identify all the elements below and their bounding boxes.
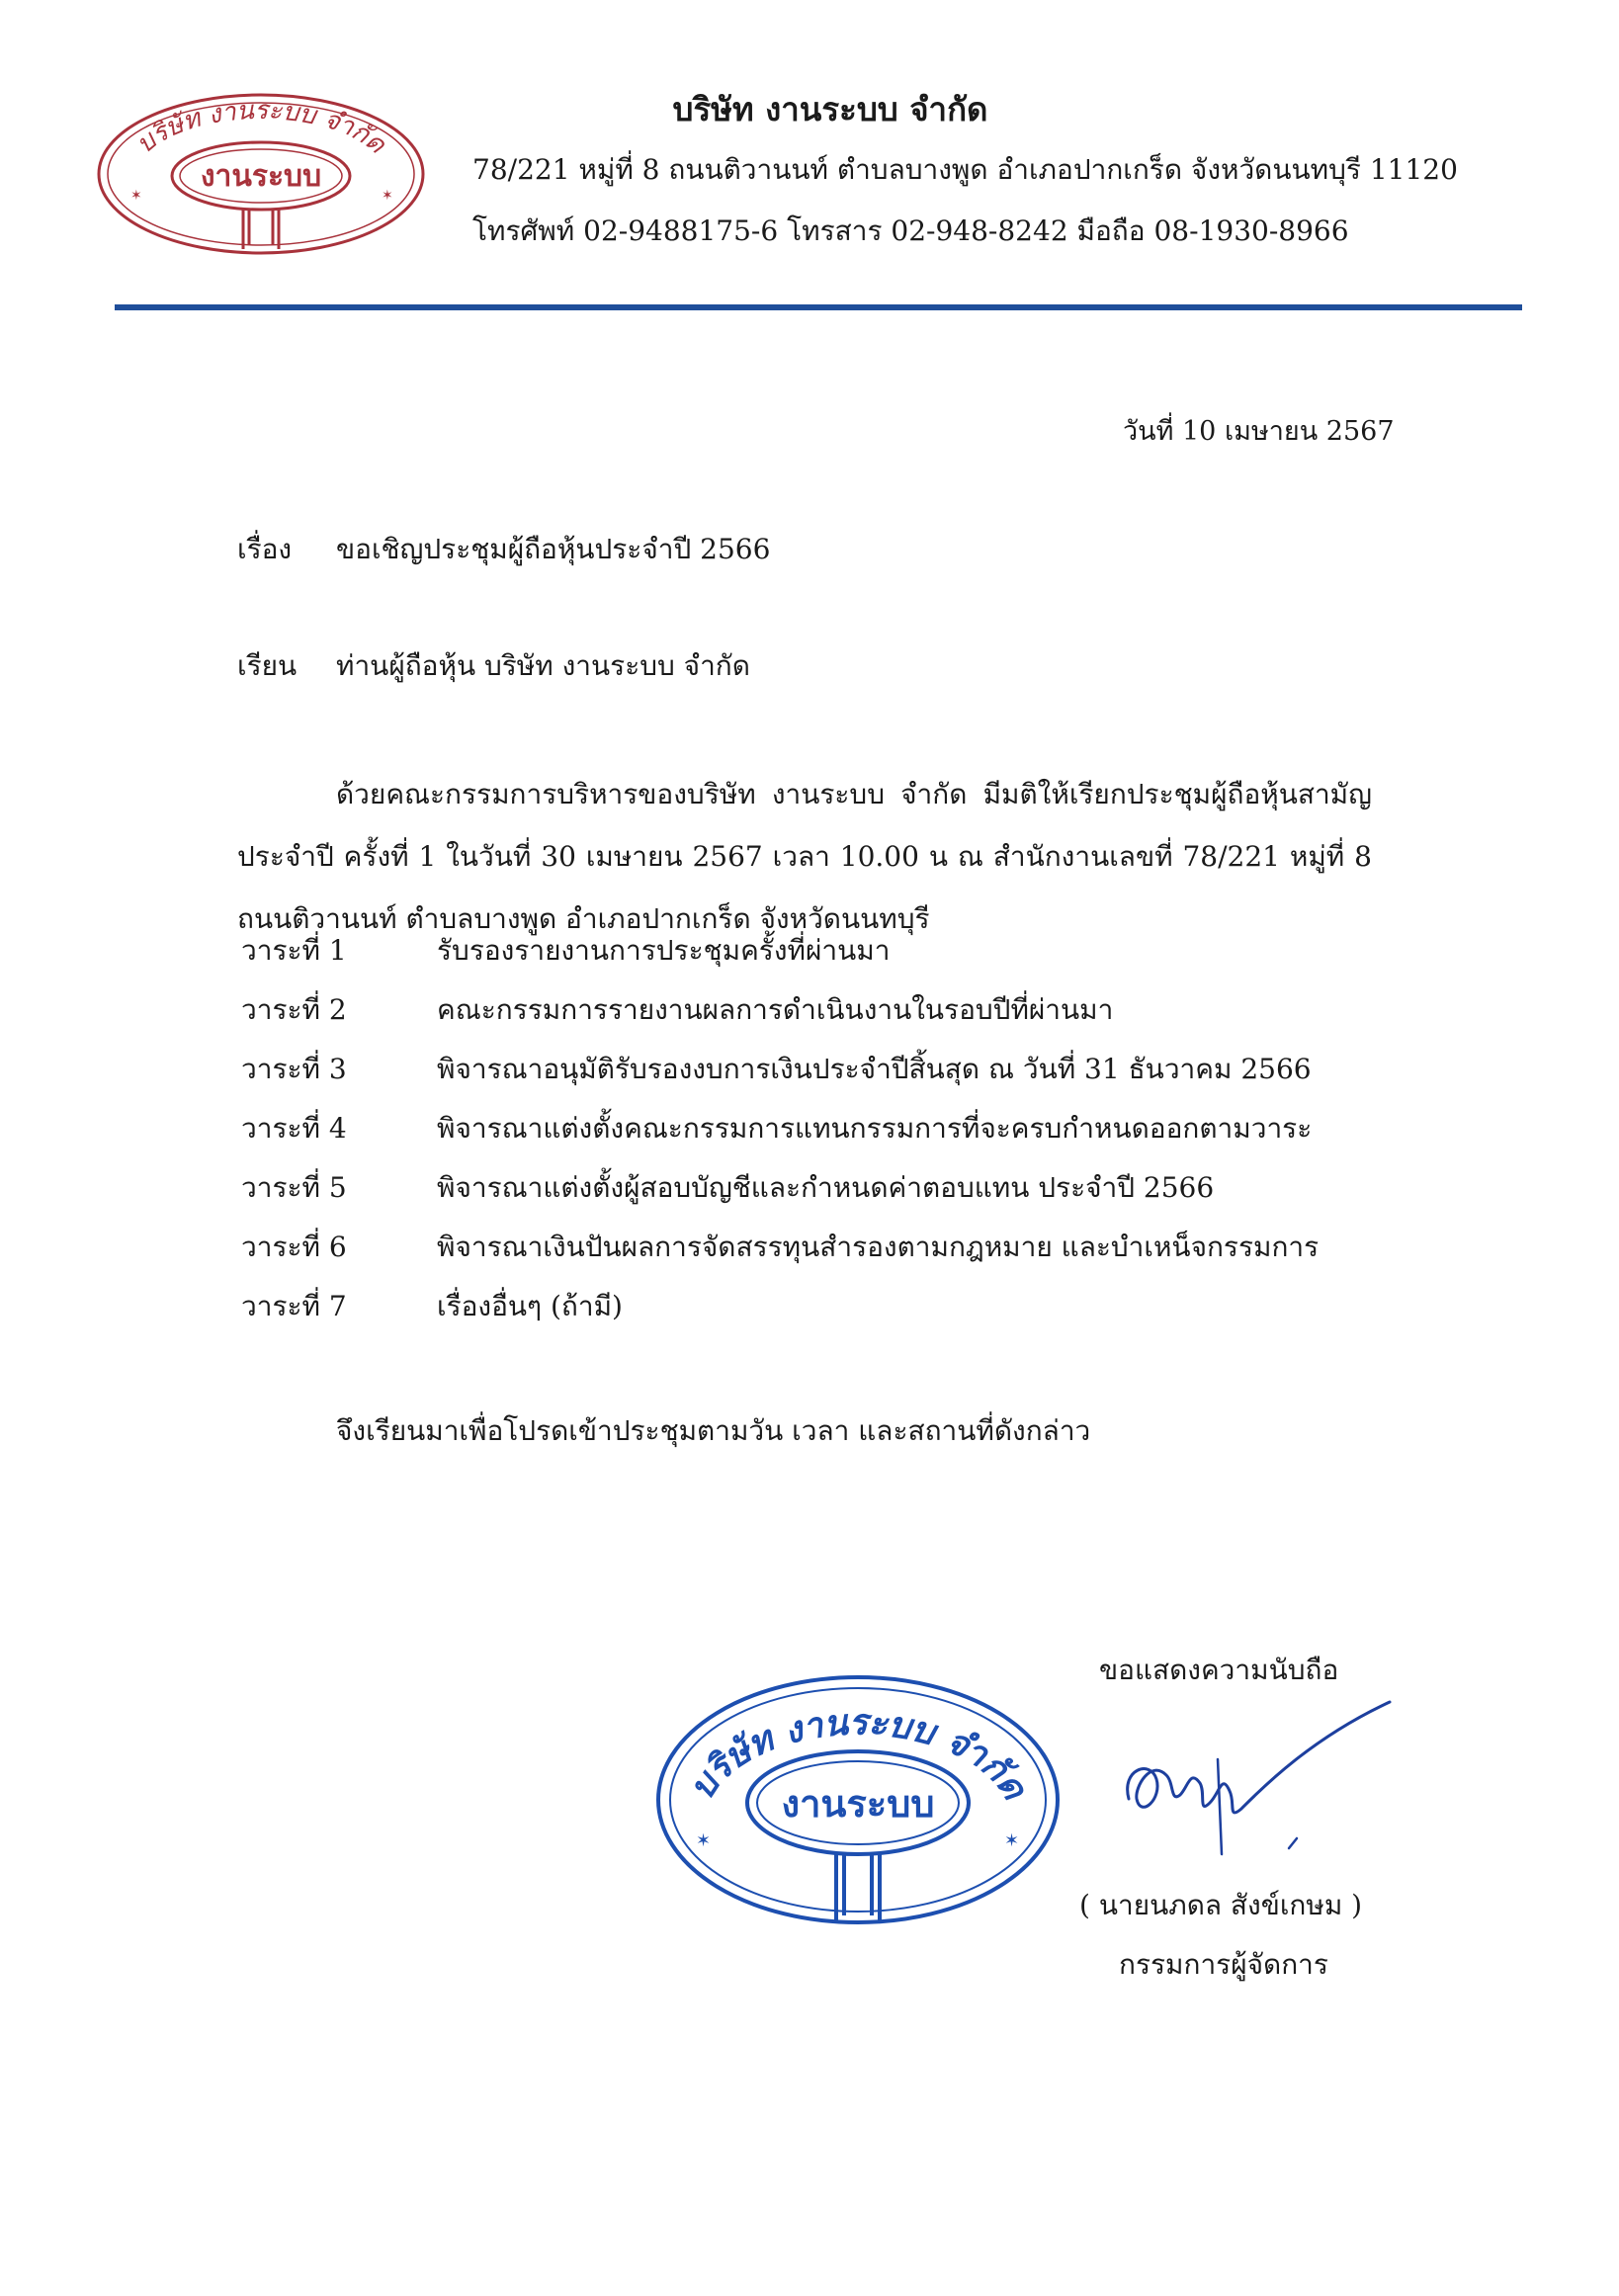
logo-ring-text: บริษัท งานระบบ จำกัด [130, 95, 391, 160]
agenda-item [241, 929, 1319, 988]
agenda-item [241, 1048, 1319, 1107]
header-divider [115, 304, 1522, 310]
agenda-number: วาระที่ 3 [241, 1053, 347, 1085]
agenda-description: เรื่องอื่นๆ (ถ้ามี) [437, 1290, 623, 1322]
company-contact: โทรศัพท์ 02-9488175-6 โทรสาร 02-948-8242 มือถือ 08-1930-8966 [472, 214, 1349, 247]
agenda-number: วาระที่ 7 [241, 1290, 347, 1322]
stamp-center-text: งานระบบ [781, 1781, 935, 1826]
agenda-description: คณะกรรมการรายงานผลการดำเนินงานในรอบปีที่ผ่านมา [437, 993, 1114, 1026]
closing-text: จึงเรียนมาเพื่อโปรดเข้าประชุมตามวัน เวลา และสถานที่ดังกล่าว [336, 1414, 1091, 1447]
agenda-item [241, 988, 1319, 1048]
agenda-number: วาระที่ 6 [241, 1231, 347, 1263]
subject-label: เรื่อง [237, 533, 293, 565]
agenda-number: วาระที่ 2 [241, 993, 347, 1026]
agenda-item [241, 1285, 1319, 1344]
svg-text:✶: ✶ [1004, 1830, 1020, 1851]
signer-name: ( นายนภดล สังข์เกษม ) [1079, 1889, 1363, 1921]
signature [1111, 1700, 1398, 1858]
recipient-text: ท่านผู้ถือหุ้น บริษัท งานระบบ จำกัด [336, 649, 750, 682]
agenda-description: พิจารณาแต่งตั้งผู้สอบบัญชีและกำหนดค่าตอบแทน ประจำปี 2566 [437, 1171, 1215, 1204]
company-stamp [654, 1672, 1062, 1927]
letter-date: วันที่ 10 เมษายน 2567 [1123, 416, 1395, 447]
svg-text:✶: ✶ [130, 188, 142, 204]
stamp-ring-text: บริษัท งานระบบ จำกัด [680, 1701, 1036, 1808]
agenda-item [241, 1226, 1319, 1285]
agenda-number: วาระที่ 5 [241, 1171, 347, 1204]
recipient-label: เรียน [237, 649, 298, 682]
company-name: บริษัท งานระบบ จำกัด [672, 90, 988, 128]
agenda-item [241, 1107, 1319, 1166]
agenda-description: พิจารณาเงินปันผลการจัดสรรทุนสำรองตามกฎหมาย และบำเหน็จกรรมการ [437, 1231, 1320, 1263]
company-logo [95, 89, 427, 257]
regards-text: ขอแสดงความนับถือ [1099, 1654, 1339, 1686]
agenda-number: วาระที่ 1 [241, 934, 347, 967]
agenda-description: พิจารณาอนุมัติรับรองงบการเงินประจำปีสิ้นสุด ณ วันที่ 31 ธันวาคม 2566 [437, 1053, 1312, 1085]
body-paragraph [237, 763, 1372, 950]
signer-title: กรรมการผู้จัดการ [1119, 1948, 1328, 1981]
subject-text: ขอเชิญประชุมผู้ถือหุ้นประจำปี 2566 [336, 533, 771, 565]
agenda-number: วาระที่ 4 [241, 1112, 347, 1145]
company-address: 78/221 หมู่ที่ 8 ถนนติวานนท์ ตำบลบางพูด อำเภอปากเกร็ด จังหวัดนนทบุรี 11120 [472, 153, 1458, 186]
agenda-list [241, 929, 1319, 1344]
agenda-description: พิจารณาแต่งตั้งคณะกรรมการแทนกรรมการที่จะครบกำหนดออกตามวาระ [437, 1112, 1313, 1145]
logo-center-text: งานระบบ [200, 159, 322, 194]
svg-text:บริษัท งานระบบ จำกัด [130, 96, 391, 160]
agenda-item [241, 1166, 1319, 1226]
body-text: ด้วยคณะกรรมการบริหารของบริษัท งานระบบ จำกัด มีมติให้เรียกประชุมผู้ถือหุ้นสามัญ ประจำปี ครั้งที่ 1 ในวันที่ 30 เมษายน 2567 เวลา 10.00 น ณ สำนักงานเลขที่ 78/221 หมู่ที่ 8 ถนนติวานนท์ ตำบลบางพูด อำเภอปากเกร็ด จังหวัดนนทบุรี [237, 778, 1372, 935]
agenda-description: รับรองรายงานการประชุมครั้งที่ผ่านมา [437, 934, 891, 967]
svg-text:✶: ✶ [382, 188, 393, 204]
svg-text:✶: ✶ [696, 1830, 712, 1851]
